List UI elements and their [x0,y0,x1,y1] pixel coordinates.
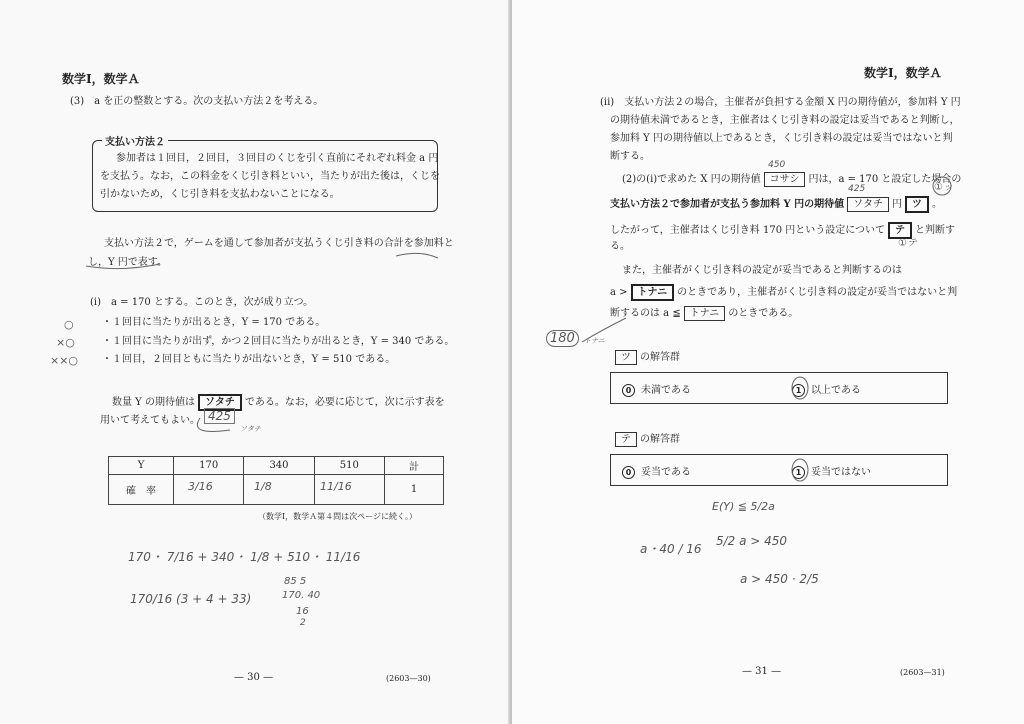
paragraph-2: (2)の(i)で求めた X 円の期待値 コサシ 円は，a = 170 と設定した場合の [622,174,962,185]
part-ii-line: の期待値未満であるとき，主催者はくじ引き料の設定は妥当であると判断し， [610,115,960,126]
part-ii-line: 断する。 [610,151,650,162]
answer-box-kosashi: コサシ [764,172,806,187]
table-header: 170 [174,457,244,475]
choice-option: 1 妥当ではない [792,463,871,479]
definition-line-1: 支払い方法２で，ゲームを通して参加者が支払うくじ引き料の合計を参加料と [104,238,454,249]
answer-box-tsu: ツ [905,196,929,213]
handwritten-note: トナニ [584,337,605,345]
left-page [0,0,510,724]
handwritten-probability: 1/8 [254,480,272,493]
answer-box-te: テ [888,222,912,239]
expectation-line: 数量 Y の期待値は ソタチ である。なお，必要に応じて，次に示す表を [112,394,445,411]
answer-box-tonani: トナニ [631,284,675,301]
left-header: 数学Ⅰ，数学Ａ [62,72,140,86]
handwritten-mark: ××○ [50,354,79,367]
choice-label-box: テ [615,432,637,447]
answer-box-sotachi: ソタチ [198,394,242,411]
handwritten-calc: 170. 40 [282,590,321,601]
part-ii-line: 参加料 Y 円の期待値以上であるとき，くじ引き料の設定は妥当ではないと判 [610,133,953,144]
handwritten-value: 450 [768,160,786,170]
answer-box-sotachi: ソタチ [847,197,889,212]
continue-note: （数学Ⅰ，数学Ａ第４問は次ページに続く。） [258,512,417,521]
bullet-item: ・１回目，２回目ともに当たりが出ないとき，Y = 510 である。 [102,354,396,365]
handwritten-calc: 16 [296,606,309,617]
part-i-intro: (i) a = 170 とする。このとき，次が成り立つ。 [90,297,314,308]
paragraph-4: したがって，主催者はくじ引き料 170 円という設定について テ と判断す [610,222,955,239]
paragraph-3: 支払い方法２で参加者が支払う参加料 Y 円の期待値 ソタチ 円 ツ 。 [610,196,942,213]
te-choices-label: テ の解答群 [612,432,680,447]
handwritten-calc: 85 5 [284,576,307,587]
right-page [512,0,1024,724]
paragraph-5: また，主催者がくじ引き料の設定が妥当であると判断するのは [622,265,902,276]
bullet-item: ・１回目に当たりが出ず，かつ２回目に当たりが出るとき，Y = 340 である。 [102,336,455,347]
method-line: 参加者は１回目，２回目，３回目のくじを引く直前にそれぞれ料金 a 円 [116,153,439,164]
part-ii-line: (ii) 支払い方法２の場合，主催者が負担する金額 X 円の期待値が，参加料 Y 円 [600,97,961,108]
paragraph-4-end: る。 [610,241,630,252]
table-row-label: 確 率 [109,475,174,505]
handwritten-probability: 11/16 [320,480,352,493]
right-header: 数学Ⅰ，数学Ａ [864,66,942,80]
handwritten-answer: 425 [204,408,235,424]
handwritten-mark: ①テ [898,238,917,249]
tsu-choices-label: ツ の解答群 [612,350,680,365]
handwritten-value: 425 [848,184,866,194]
table-header: Y [109,457,174,475]
handwritten-probability: 3/16 [188,480,213,493]
answer-box-tonani: トナニ [684,306,726,321]
left-annotations [0,0,510,724]
page-code: (2603—30) [386,674,431,683]
handwritten-calc: 2 [300,618,306,628]
right-annotations [512,0,1024,724]
handwritten-mark: ○ [64,318,74,331]
bullet-item: ・１回目に当たりが出るとき，Y = 170 である。 [102,317,326,328]
paragraph-7: 断するのは a ≦ トナニ のときである。 [610,308,799,319]
choice-option: 0 妥当である [622,463,691,479]
handwritten-calc: E(Y) ≦ 5/2a [712,500,775,513]
table-header: 510 [314,457,384,475]
handwritten-calc: 170・ 7/16 + 340・ 1/8 + 510・ 11/16 [128,550,361,564]
handwritten-calc: 170/16 (3 + 4 + 33) [130,592,252,606]
page-code: (2603—31) [900,668,945,677]
method-line: 引かないため，くじ引き料を支払わないことになる。 [100,189,340,200]
method-line: を支払う。なお，この料金をくじ引き料といい，当たりが出た後は，くじを [100,171,440,182]
table-header: 340 [244,457,314,475]
q3-intro: (3) a を正の整数とする。次の支払い方法２を考える。 [70,96,324,107]
table-header: 計 [385,457,444,475]
table-cell-total: 1 [385,475,444,505]
choice-option: 0 未満である [622,381,691,397]
handwritten-note: ソタチ [240,425,261,433]
method-title: 支払い方法２ [102,133,168,148]
page-number: — 31 — [742,666,782,677]
definition-line-2: し，Y 円で表す。 [88,257,167,268]
choice-label-box: ツ [615,350,637,365]
handwritten-calc: a > 450 · 2/5 [740,572,819,586]
handwritten-calc: a・40 / 16 [640,542,702,556]
handwritten-answer: 180 [546,330,579,347]
choice-option: 1 以上である [792,381,861,397]
handwritten-mark: ×○ [56,336,75,349]
handwritten-calc: 5/2 a > 450 [716,534,788,548]
handwritten-mark: ①ッ [934,182,953,193]
paragraph-6: a > トナニ のときであり，主催者がくじ引き料の設定が妥当ではないと判 [610,284,957,301]
page-number: — 30 — [234,672,274,683]
expectation-line-2: 用いて考えてもよい。 [100,415,200,426]
